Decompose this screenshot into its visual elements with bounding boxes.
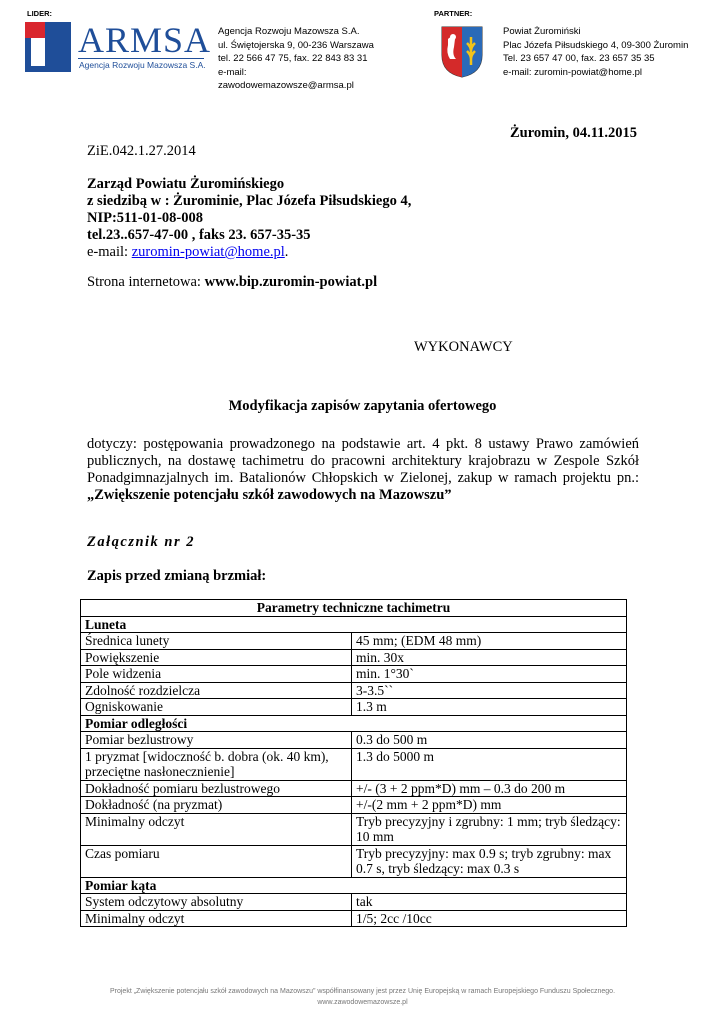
website-line	[87, 274, 377, 291]
armsa-logo	[25, 20, 212, 72]
armsa-logo-text: ARMSA	[78, 20, 212, 60]
coat-of-arms-icon	[440, 25, 484, 79]
param-name: Pole widzenia	[81, 666, 352, 683]
param-name: Dokładność pomiaru bezlustrowego	[81, 780, 352, 797]
table-row	[81, 633, 627, 650]
table-row	[81, 649, 627, 666]
table-title: Parametry techniczne tachimetru	[81, 600, 627, 617]
table-row	[81, 845, 627, 877]
email-link[interactable]: zuromin-powiat@home.pl	[131, 244, 285, 260]
param-value: 1.3 do 5000 m	[352, 748, 627, 780]
param-value: 1.3 m	[352, 699, 627, 716]
leader-address-line: e-mail:	[218, 66, 247, 78]
email-prefix: e-mail:	[87, 244, 132, 260]
before-change-heading: Zapis przed zmianą brzmiał:	[87, 568, 267, 584]
table-row	[81, 894, 627, 911]
section-title: Pomiar kąta	[81, 877, 627, 894]
table-row	[81, 666, 627, 683]
partner-address-line: Powiat Żuromiński	[503, 26, 581, 37]
param-name: Pomiar bezlustrowy	[81, 732, 352, 749]
param-name: Zdolność rozdzielcza	[81, 682, 352, 699]
reference-number: ZiE.042.1.27.2014	[87, 143, 196, 159]
leader-label: LIDER:	[27, 9, 52, 18]
partner-address-line: Plac Józefa Piłsudskiego 4, 09-300 Żuromin	[503, 39, 689, 51]
leader-address-line: tel. 22 566 47 75, fax. 22 843 83 31	[218, 53, 368, 65]
partner-label: PARTNER:	[434, 9, 473, 18]
param-value: Tryb precyzyjny: max 0.9 s; tryb zgrubny: max 0.7 s, tryb śledzący: max 0.3 s	[352, 845, 627, 877]
param-value: 3-3.5``	[352, 682, 627, 699]
param-name: Minimalny odczyt	[81, 910, 352, 927]
attachment-title: Załącznik nr 2	[87, 534, 196, 550]
partner-address	[503, 25, 718, 79]
table-row	[81, 813, 627, 845]
param-value: 1/5; 2cc /10cc	[352, 910, 627, 927]
table-row	[81, 748, 627, 780]
leader-address-line: ul. Świętojerska 9, 00-236 Warszawa	[218, 39, 374, 51]
table-row	[81, 699, 627, 716]
section-title: Pomiar odległości	[81, 715, 627, 732]
table-header-row	[81, 600, 627, 617]
table-row	[81, 732, 627, 749]
param-value: +/-(2 mm + 2 ppm*D) mm	[352, 797, 627, 814]
partner-address-line: Tel. 23 657 47 00, fax. 23 657 35 35	[503, 53, 655, 65]
armsa-logo-mark-icon	[25, 22, 71, 72]
sender-name: Zarząd Powiatu Żuromińskiego	[87, 176, 285, 192]
table-section-row	[81, 616, 627, 633]
param-value: min. 1°30`	[352, 666, 627, 683]
sender-phone: tel.23..657-47-00 , faks 23. 657-35-35	[87, 227, 311, 243]
sender-nip: NIP:511-01-08-008	[87, 210, 203, 226]
place-date: Żuromin, 04.11.2015	[510, 125, 638, 141]
leader-address-line: Agencja Rozwoju Mazowsza S.A.	[218, 26, 360, 37]
table-row	[81, 797, 627, 814]
table-row	[81, 682, 627, 699]
armsa-logo-divider	[78, 58, 204, 59]
sender-address: z siedzibą w : Żurominie, Plac Józefa Piłsudskiego 4,	[87, 193, 412, 209]
param-name: Średnica lunety	[81, 633, 352, 650]
table-row	[81, 780, 627, 797]
sender-email-line	[87, 244, 288, 261]
email-suffix: .	[284, 244, 289, 260]
addressee: WYKONAWCY	[414, 339, 513, 355]
param-name: Czas pomiaru	[81, 845, 352, 877]
param-name: Minimalny odczyt	[81, 813, 352, 845]
website-prefix: Strona internetowa:	[87, 274, 205, 290]
param-value: tak	[352, 894, 627, 911]
armsa-logo-subtitle: Agencja Rozwoju Mazowsza S.A.	[79, 60, 206, 70]
footer-project-note: Projekt „Zwiększenie potencjału szkół zawodowych na Mazowszu” współfinansowany jest przez Unię Europejską w ramach Europejskiego Funduszu Społecznego.	[109, 988, 616, 995]
param-name: Powiększenie	[81, 649, 352, 666]
website-url: www.bip.zuromin-powiat.pl	[204, 274, 378, 290]
param-value: Tryb precyzyjny i zgrubny: 1 mm; tryb śledzący: 10 mm	[352, 813, 627, 845]
param-name: 1 pryzmat [widoczność b. dobra (ok. 40 km), przeciętne nasłonecznienie]	[81, 748, 352, 780]
param-name: System odczytowy absolutny	[81, 894, 352, 911]
partner-address-line: e-mail: zuromin-powiat@home.pl	[503, 66, 642, 78]
param-name: Ogniskowanie	[81, 699, 352, 716]
section-title: Luneta	[81, 616, 627, 633]
leader-address-line: zawodowemazowsze@armsa.pl	[218, 80, 354, 92]
table-section-row	[81, 877, 627, 894]
param-value: +/- (3 + 2 ppm*D) mm – 0.3 do 200 m	[352, 780, 627, 797]
table-section-row	[81, 715, 627, 732]
footer-website: www.zawodowemazowsze.pl	[317, 999, 408, 1006]
param-value: 0.3 do 500 m	[352, 732, 627, 749]
subject-title: Modyfikacja zapisów zapytania ofertowego	[228, 398, 497, 414]
leader-address	[218, 25, 418, 93]
tachymeter-spec-table	[80, 599, 627, 927]
table-row	[81, 910, 627, 927]
param-value: min. 30x	[352, 649, 627, 666]
param-value: 45 mm; (EDM 48 mm)	[352, 633, 627, 650]
project-name: „Zwiększenie potencjału szkół zawodowych na Mazowszu”	[87, 487, 452, 503]
param-name: Dokładność (na pryzmat)	[81, 797, 352, 814]
body-paragraph: dotyczy: postępowania prowadzonego na podstawie art. 4 pkt. 8 ustawy Prawo zamówień publicznych, na dostawę tachimetru do pracowni architektury krajobrazu w Zespole Szkół Ponadgimnazjalnych im. Batalionów Chłopskich w Zielonej, zakup w ramach projektu pn.:	[87, 436, 639, 486]
